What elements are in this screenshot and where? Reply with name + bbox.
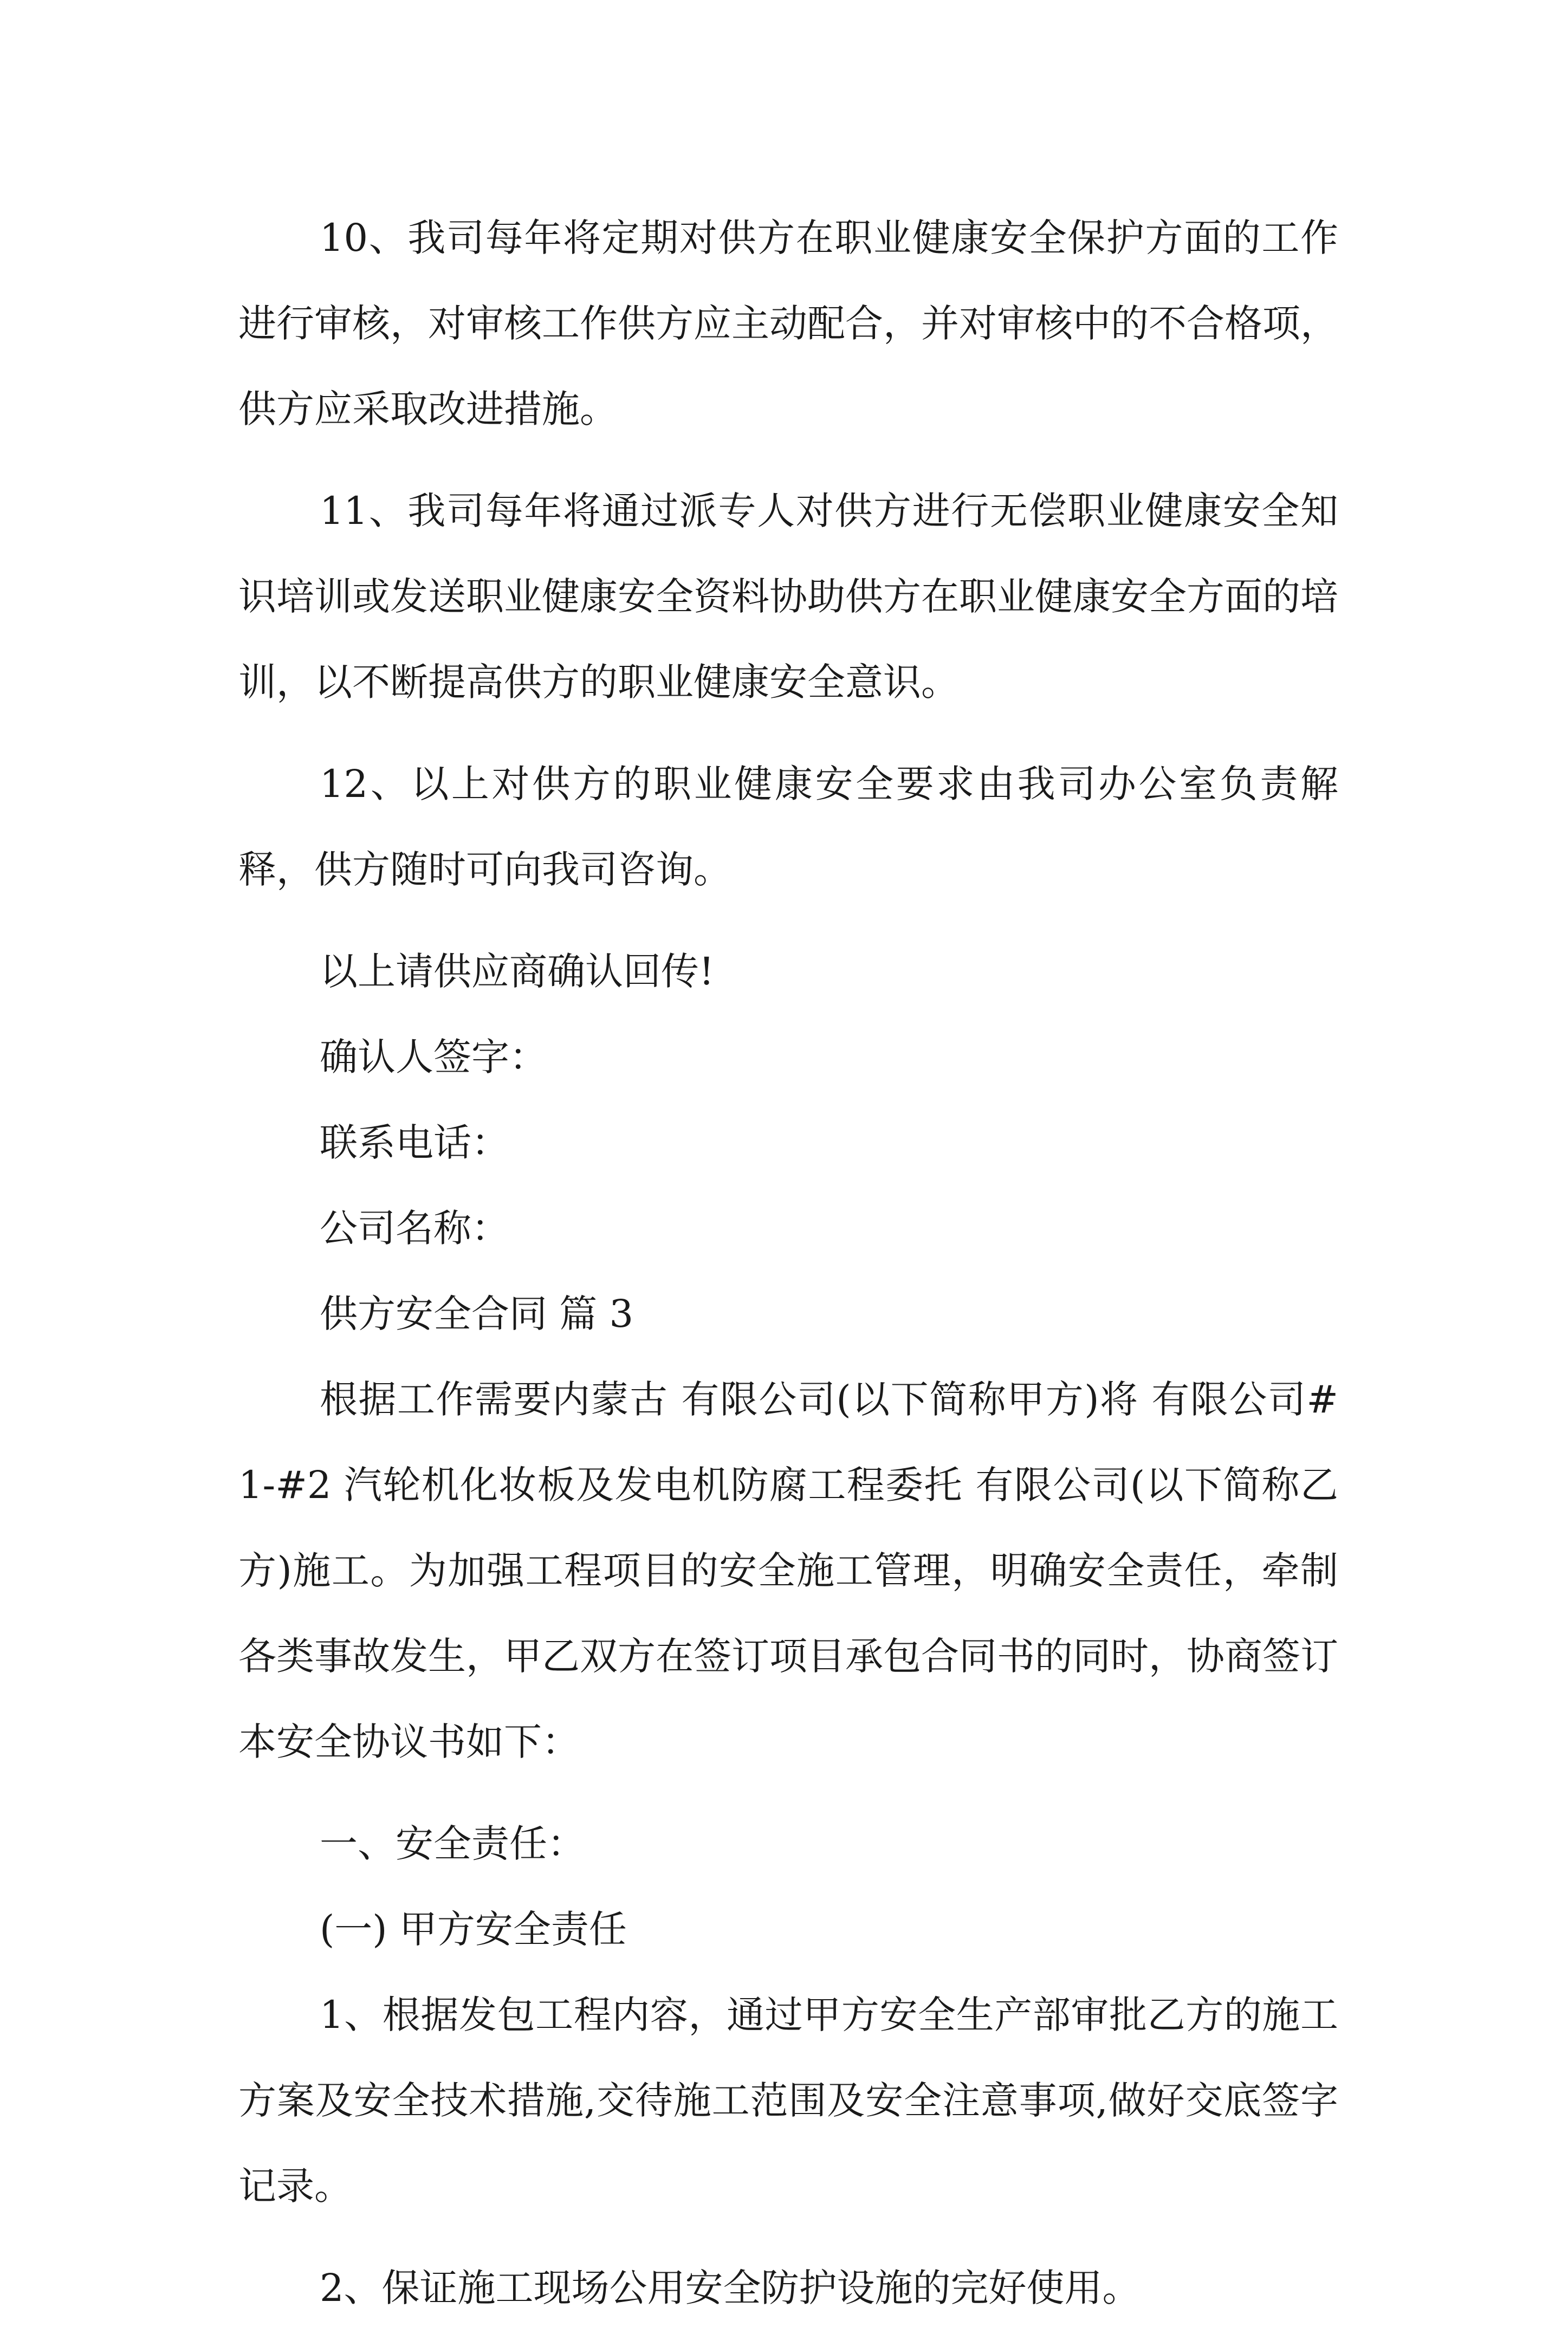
section-heading: 供方安全合同 篇 3 — [320, 1292, 634, 1336]
paragraph-item-11: 11、我司每年将通过派专人对供方进行无偿职业健康安全知识培训或发送职业健康安全资料协助供方在职业健康安全方面的培训，以不断提高供方的职业健康安全意识。 — [238, 489, 1338, 704]
document-body — [238, 195, 1338, 2347]
contract-intro-paragraph: 根据工作需要内蒙古 有限公司(以下简称甲方)将 有限公司#1-#2 汽轮机化妆板及发电机防腐工程委托 有限公司(以下简称乙方)施工。为加强工程项目的安全施工管理，明确安全责任，牵制各类事故发生，甲乙双方在签订项目承包合同书的同时，协商签订本安全协议书如下： — [238, 1377, 1338, 1764]
clause-item-1: 1、根据发包工程内容，通过甲方安全生产部审批乙方的施工方案及安全技术措施,交待施工范围及安全注意事项,做好交底签字记录。 — [238, 1993, 1338, 2208]
subheading-party-a-responsibility: (一) 甲方安全责任 — [320, 1907, 627, 1951]
clause-item-2: 2、保证施工现场公用安全防护设施的完好使用。 — [320, 2266, 1141, 2310]
chapter-heading-safety-responsibility: 一、安全责任： — [320, 1821, 585, 1866]
phone-field-label: 联系电话： — [320, 1120, 509, 1165]
paragraph-item-10: 10、我司每年将定期对供方在职业健康安全保护方面的工作进行审核，对审核工作供方应主动配合，并对审核中的不合格项，供方应采取改进措施。 — [238, 216, 1338, 431]
paragraph-item-12: 12、以上对供方的职业健康安全要求由我司办公室负责解释，供方随时可向我司咨询。 — [238, 762, 1338, 892]
confirm-request-line: 以上请供应商确认回传! — [320, 949, 715, 994]
company-name-field-label: 公司名称： — [320, 1206, 509, 1250]
signature-field-label: 确认人签字： — [320, 1035, 547, 1079]
